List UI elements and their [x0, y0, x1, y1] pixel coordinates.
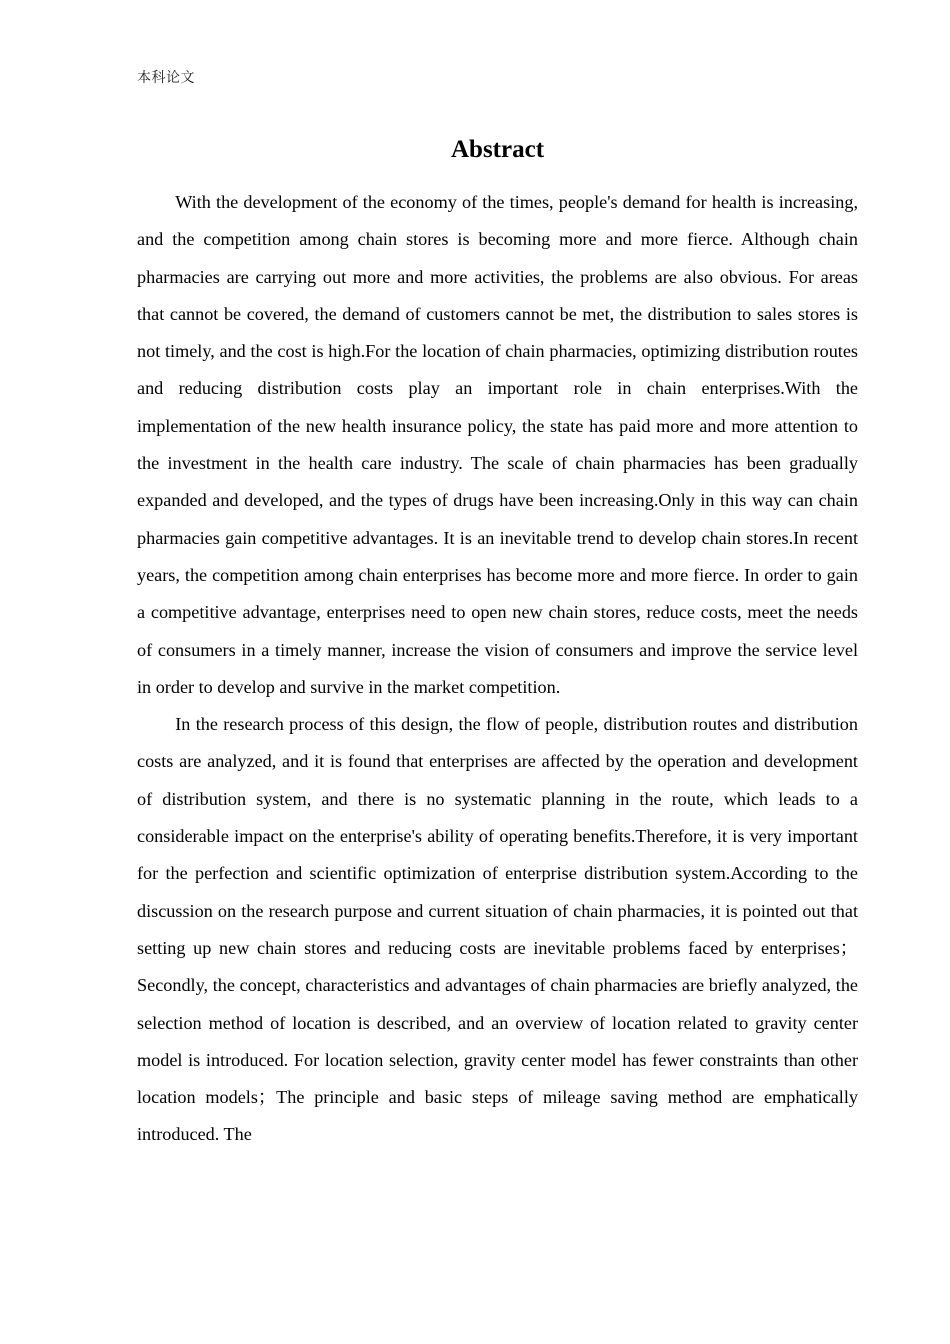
abstract-body [137, 184, 858, 1154]
abstract-paragraph-2: In the research process of this design, the flow of people, distribution routes and distribution costs are analyzed, and it is found that enterprises are affected by the operation and development of distribution system, and there is no systematic planning in the route, which leads to a considerable impact on the enterprise's ability of operating benefits.Therefore, it is very important for the perfection and scientific optimization of enterprise distribution system.According to the discussion on the research purpose and current situation of chain pharmacies, it is pointed out that setting up new chain stores and reducing costs are inevitable problems faced by enterprises；Secondly, the concept, characteristics and advantages of chain pharmacies are briefly analyzed, the selection method of location is described, and an overview of location related to gravity center model is introduced. For location selection, gravity center model has fewer constraints than other location models；The principle and basic steps of mileage saving method are emphatically introduced. The [137, 714, 858, 1145]
abstract-paragraph-1: With the development of the economy of the times, people's demand for health is increasing, and the competition among chain stores is becoming more and more fierce. Although chain pharmacies are carrying out more and more activities, the problems are also obvious. For areas that cannot be covered, the demand of customers cannot be met, the distribution to sales stores is not timely, and the cost is high.For the location of chain pharmacies, optimizing distribution routes and reducing distribution costs play an important role in chain enterprises.With the implementation of the new health insurance policy, the state has paid more and more attention to the investment in the health care industry. The scale of chain pharmacies has been gradually expanded and developed, and the types of drugs have been increasing.Only in this way can chain pharmacies gain competitive advantages. It is an inevitable trend to develop chain stores.In recent years, the competition among chain enterprises has become more and more fierce. In order to gain a competitive advantage, enterprises need to open new chain stores, reduce costs, meet the needs of consumers in a timely manner, increase the vision of consumers and improve the service level in order to develop and survive in the market competition. [137, 192, 858, 697]
running-header: 本科论文 [137, 70, 195, 86]
abstract-title: Abstract [450, 136, 545, 163]
